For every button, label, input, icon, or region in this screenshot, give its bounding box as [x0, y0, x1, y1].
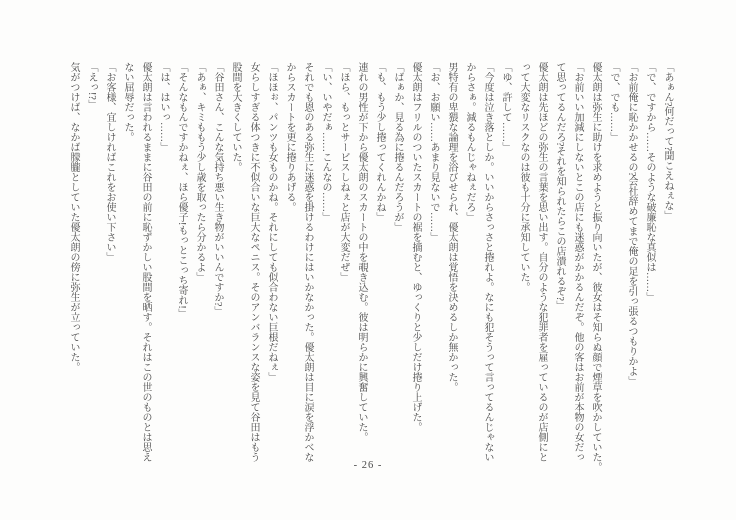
text-column: 「で、ですから……そのような破廉恥な真似は……」 — [644, 62, 655, 302]
text-column: 優太朗は言われるままに谷田の前に恥ずかしい股間を晒す。それはこの世のものとは思え — [140, 62, 151, 462]
page-number: - 26 - — [353, 460, 383, 471]
text-column: 「あぁ、キミももう少し歳を取ったら分かるよ」 — [194, 62, 205, 282]
text-column: 気がつけば、なかば朦朧としていた優太朗の傍に弥生が立っていた。 — [68, 62, 79, 372]
text-column: 「お、お願い……あまり見ないで……」 — [428, 62, 439, 242]
text-column: 「あぁん?何だって?聞こえねぇな」 — [662, 62, 673, 221]
text-column: 「も、もう少し捲ってくれんかね」 — [374, 62, 385, 222]
text-column: 「今度は泣き落としか。いいからさっさと捲れよ。なにも犯そうって言ってるんじゃない — [482, 62, 493, 462]
text-column: 優太朗はフリルのついたスカートの裾を摘むと、ゆっくりと少しだけ捲り上げた。 — [410, 62, 421, 432]
text-column: 男特有の卑猥な論理を浴びせられ、優太朗は覚悟を決めるしか無かった。 — [446, 62, 457, 392]
text-column: 「ほら、もっとサービスしねぇと店が大変だぜ」 — [338, 62, 349, 282]
text-column: って大変なリスクなのは彼も十分に承知していた。 — [518, 62, 529, 292]
text-column: 「で、でも……」 — [608, 62, 619, 142]
vertical-text-block — [62, 62, 676, 476]
text-column: 「ばぁか、見る為に捲るんだろうが」 — [392, 62, 403, 232]
text-column: それでも恩のある弥生に迷惑を掛けるわけにはいかなかった。優太朗は目に涙を浮かべな — [302, 62, 313, 462]
text-column: て思ってるんだろ?それを知られたらこの店潰れるぞ?」 — [554, 62, 565, 311]
text-column: 「お前俺に恥かかせるの?会社辞めてまで俺の足を引っ張るつもりかよ」 — [626, 62, 637, 387]
text-column: 「そんなもんですかねぇ、ほら優子!もっとこっち寄れ!」 — [176, 62, 187, 319]
text-column: からスカートを更に捲りあげる。 — [284, 62, 295, 212]
text-column: 「は、はいっ……」 — [158, 62, 169, 152]
text-column: 「い、いやだぁ……こんなの……」 — [320, 62, 331, 222]
text-column: 「ゆ、許して……」 — [500, 62, 511, 152]
text-column: 女らしすぎる体つきに不似合いな巨大なペニス。そのアンバランスな姿を見て谷田はもう — [248, 62, 259, 462]
text-column: 優太朗は先ほどの弥生の言葉を思い出す。自分のような犯罪者を雇っているのが店側にと — [536, 62, 547, 462]
text-column: 「谷田さん、こんな気持ち悪い生き物がいいんですか?」 — [212, 62, 223, 317]
text-column: からさぁ。減るもんじゃねぇだろ」 — [464, 62, 475, 222]
text-column: 連れの男性が下から優太朗のスカートの中を覗き込む。彼は明らかに興奮していた。 — [356, 62, 367, 442]
text-column: 股間を大きくしていた。 — [230, 62, 241, 172]
text-column: 「えっ!?」 — [86, 62, 97, 110]
text-column: 「お前いい加減にしないとこの店にも迷惑がかかるんだぞ。他の客はお前が本物の女だっ — [572, 62, 583, 462]
text-column: ない屈辱だった。 — [122, 62, 133, 142]
text-column: 優太朗は弥生に助けを求めようと振り向いたが、彼女はそ知らぬ顔で煙草を吹かしていた。 — [590, 62, 601, 472]
text-column: 「お客様、宜しければこれをお使い下さい」 — [104, 62, 115, 262]
text-column: 「ほほぉ、パンツも女ものかね。それにしても似合わない巨根だねぇ」 — [266, 62, 277, 382]
